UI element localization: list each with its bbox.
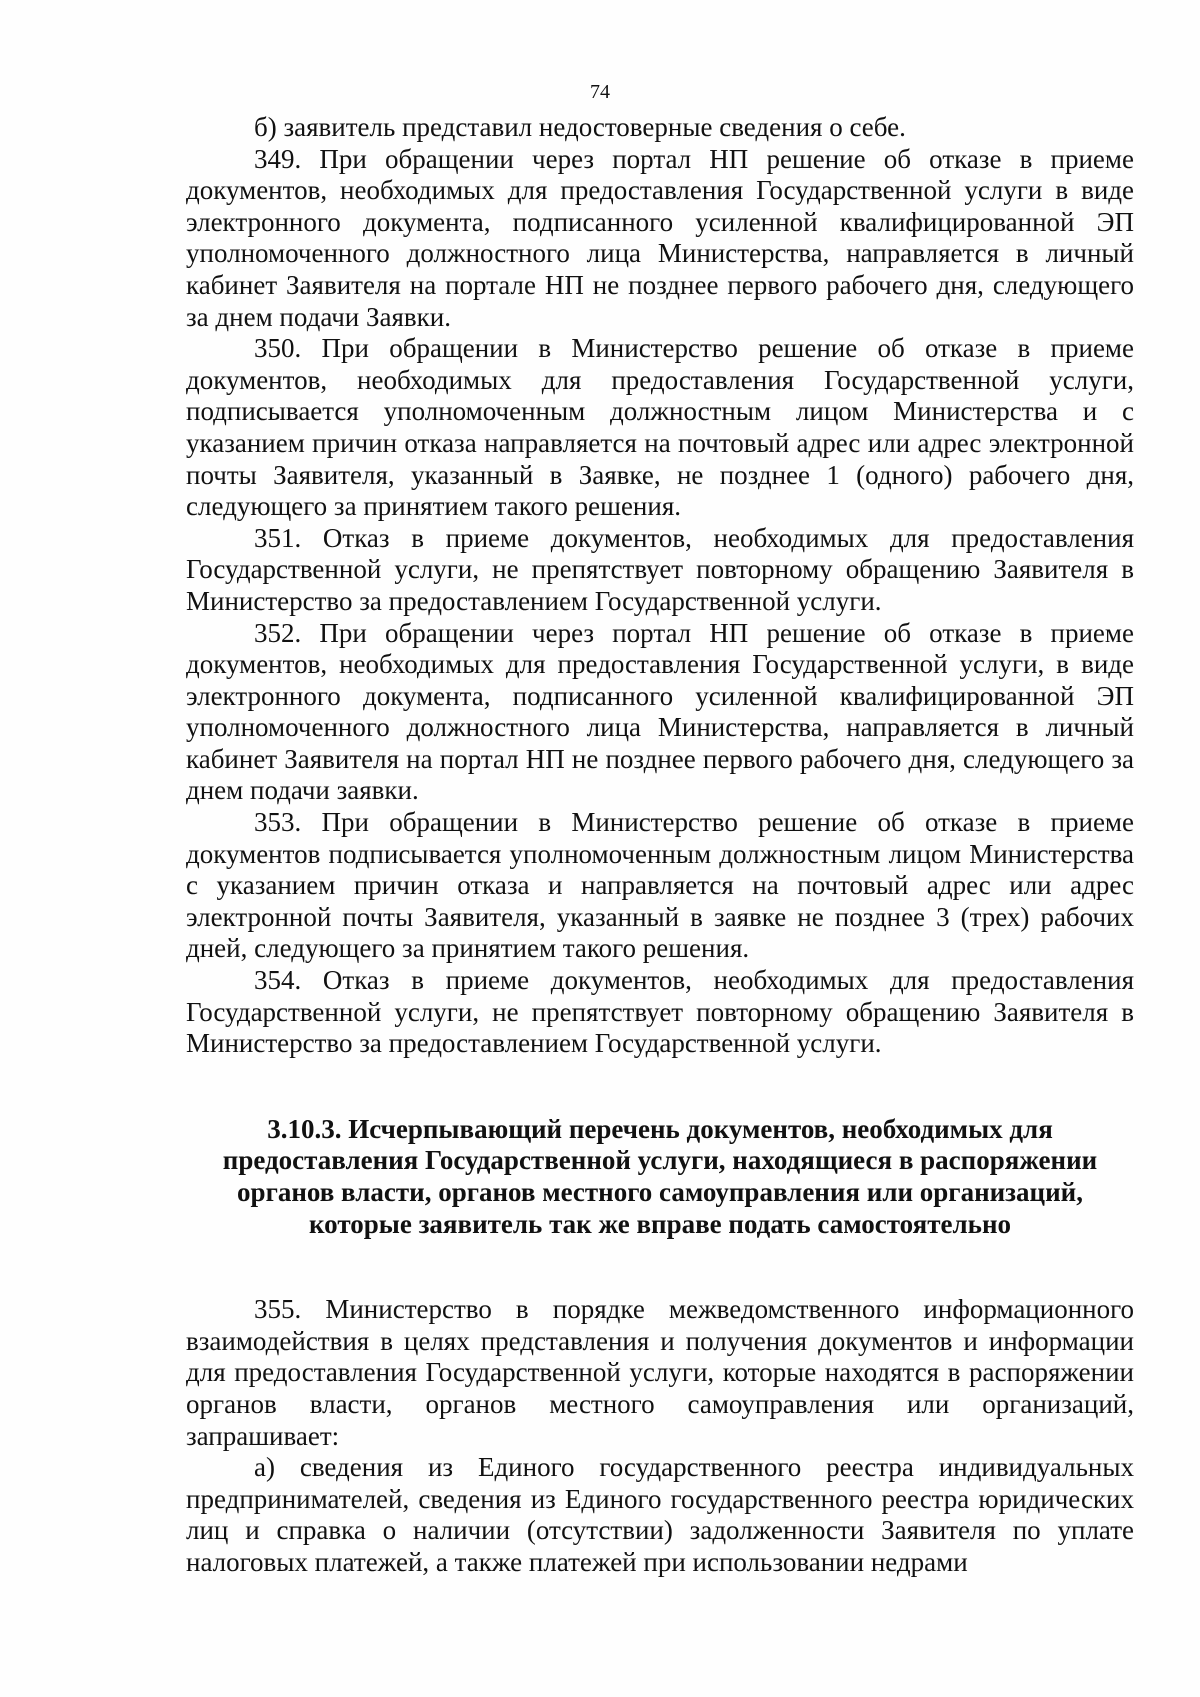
document-body: [186, 112, 1134, 1579]
paragraph-354: 354. Отказ в приеме документов, необходимых для предоставления Государственной услуги, не препятствует повторному обращению Заявителя в Министерство за предоставлением Государственной услуги.: [186, 965, 1134, 1059]
paragraph-352: 352. При обращении через портал НП решение об отказе в приеме документов, необходимых для предоставления Государственной услуги, в виде электронного документа, подписанного усиленной квалифицированной ЭП уполномоченного должностного лица Министерства, направляется в личный кабинет Заявителя на портал НП не позднее первого рабочего дня, следующего за днем подачи заявки.: [186, 617, 1134, 806]
paragraph-350: 350. При обращении в Министерство решение об отказе в приеме документов, необходимых для предоставления Государственной услуги, подписывается уполномоченным должностным лицом Министерства и с указанием причин отказа направляется на почтовый адрес или адрес электронной почты Заявителя, указанный в Заявке, не позднее 1 (одного) рабочего дня, следующего за принятием такого решения.: [186, 333, 1134, 522]
heading-line: которые заявитель так же вправе подать самостоятельно: [308, 1208, 1011, 1239]
heading-line: органов власти, органов местного самоуправления или организаций,: [237, 1177, 1083, 1207]
paragraph-a-item: а) сведения из Единого государственного реестра индивидуальных предпринимателей, сведения из Единого государственного реестра юридических лиц и справка о наличии (отсутствии) задолженности Заявителя по уплате налоговых платежей, а также платежей при использовании недрами: [186, 1452, 1134, 1577]
page-number: 74: [590, 81, 610, 103]
paragraph-b-item: б) заявитель представил недостоверные сведения о себе.: [254, 112, 906, 142]
heading-line: 3.10.3. Исчерпывающий перечень документов, необходимых для: [267, 1113, 1053, 1144]
paragraph-349: 349. При обращении через портал НП решение об отказе в приеме документов, необходимых для предоставления Государственной услуги в виде электронного документа, подписанного усиленной квалифицированной ЭП уполномоченного должностного лица Министерства, направляется в личный кабинет Заявителя на портале НП не позднее первого рабочего дня, следующего за днем подачи Заявки.: [186, 143, 1134, 332]
paragraph-355: 355. Министерство в порядке межведомственного информационного взаимодействия в целях представления и получения документов и информации для предоставления Государственной услуги, которые находятся в распоряжении органов власти, органов местного самоуправления или организаций, запрашивает:: [186, 1294, 1134, 1451]
paragraph-351: 351. Отказ в приеме документов, необходимых для предоставления Государственной услуги, не препятствует повторному обращению Заявителя в Министерство за предоставлением Государственной услуги.: [186, 522, 1134, 616]
heading-line: предоставления Государственной услуги, находящиеся в распоряжении: [222, 1145, 1098, 1176]
paragraph-353: 353. При обращении в Министерство решение об отказе в приеме документов подписывается уполномоченным должностным лицом Министерства с указанием причин отказа и направляется на почтовый адрес или адрес электронной почты Заявителя, указанный в заявке не позднее 3 (трех) рабочих дней, следующего за принятием такого решения.: [186, 807, 1134, 964]
section-heading-3-10-3: [186, 1114, 1134, 1240]
